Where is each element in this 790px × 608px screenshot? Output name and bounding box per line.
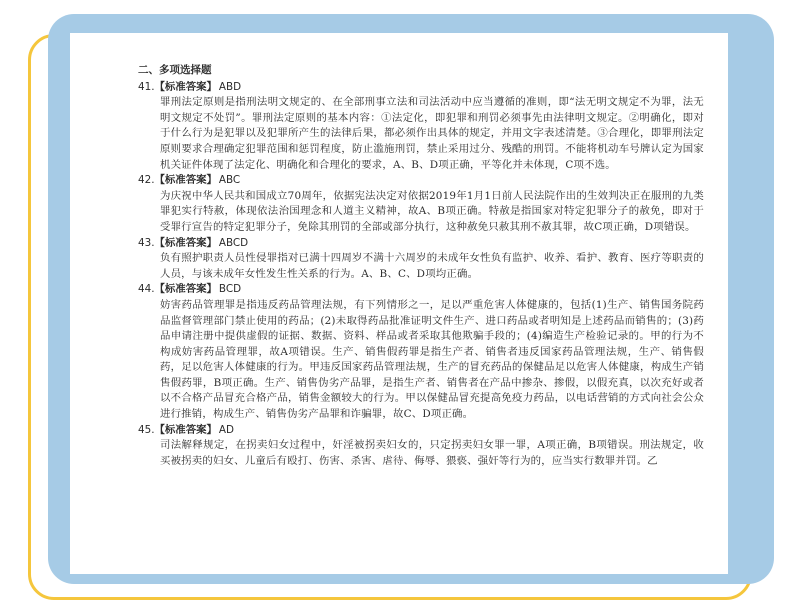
question-44-header xyxy=(138,282,704,298)
question-41-explanation: 罪刑法定原则是指刑法明文规定的、在全部刑事立法和司法活动中应当遵循的准则，即“法无明文规定不为罪，法无明文规定不处罚”。罪刑法定原则的基本内容：①法定化，即犯罪和刑罚必须事先由法律明文规定。②明确化，即对于什么行为是犯罪以及犯罪所产生的法律后果，都必须作出具体的规定，并用文字表述清楚。③合理化，即罪刑法定原则要求合理确定犯罪范围和惩罚程度，防止滥施刑罚，禁止采用过分、残酷的刑罚。不能将机动车号牌认定为国家机关证件体现了法定化、明确化和合理化的要求，A、B、D项正确，平等化并未体现，C项不选。 xyxy=(160,96,704,171)
question-43-explanation: 负有照护职责人员性侵罪指对已满十四周岁不满十六周岁的未成年女性负有监护、收养、看护、教育、医疗等职责的人员，与该未成年女性发生性关系的行为。A、B、C、D项均正确。 xyxy=(160,252,704,280)
standard-answer-label: 【标准答案】 xyxy=(154,236,217,249)
section-title: 二、多项选择题 xyxy=(138,64,212,76)
question-42 xyxy=(138,173,704,235)
question-43 xyxy=(138,236,704,283)
standard-answer-label: 【标准答案】 xyxy=(154,283,217,296)
answer-content xyxy=(138,63,704,469)
question-42-explanation: 为庆祝中华人民共和国成立70周年，依据宪法决定对依据2019年1月1日前人民法院作出的生效判决正在服刑的九类罪犯实行特赦，体现依法治国理念和人道主义精神，故A、B项正确。特赦是指国家对特定犯罪分子的赦免，即对于受罪行宣告的特定犯罪分子，免除其刑罚的全部或部分执行，这种赦免只赦其刑不赦其罪，故C项正确，D项错误。 xyxy=(160,189,704,233)
answer-sheet-page xyxy=(70,33,728,574)
standard-answer-label: 【标准答案】 xyxy=(154,174,217,187)
question-number: 41. xyxy=(138,80,155,93)
question-44-explanation: 妨害药品管理罪是指违反药品管理法规，有下列情形之一，足以严重危害人体健康的，包括(1)生产、销售国务院药品监督管理部门禁止使用的药品；(2)未取得药品批准证明文件生产、进口药品或者明知是上述药品而销售的；(3)药品申请注册中提供虚假的证据、数据、资料、样品或者采取其他欺骗手段的；(4)编造生产检验记录的。甲的行为不构成妨害药品管理罪，故A项错误。生产、销售假药罪是指生产者、销售者违反国家药品管理法规，生产、销售假药，足以危害人体健康的行为。甲违反国家药品管理法规，生产的冒充药品的保健品足以危害人体健康，构成生产销售假药罪，B项正确。生产、销售伪劣产品罪，是指生产者、销售者在产品中掺杂、掺假，以假充真，以次充好或者以不合格产品冒充合格产品，销售金额较大的行为。甲以保健品冒充提高免疫力药品，以电话营销的方式向社会公众进行推销，构成生产、销售伪劣产品罪和诈骗罪，故C、D项正确。 xyxy=(160,298,704,421)
answer-value: ABCD xyxy=(218,236,249,249)
question-45 xyxy=(138,423,704,470)
question-44 xyxy=(138,282,704,422)
question-43-header xyxy=(138,236,704,252)
answer-value: ABC xyxy=(218,174,241,187)
question-42-header xyxy=(138,173,704,189)
question-45-header xyxy=(138,423,704,439)
standard-answer-label: 【标准答案】 xyxy=(154,80,217,93)
question-41-header xyxy=(138,80,704,96)
answer-value: AD xyxy=(218,423,234,436)
question-number: 43. xyxy=(138,236,155,249)
answer-value: BCD xyxy=(218,283,242,296)
question-number: 45. xyxy=(138,423,155,436)
standard-answer-label: 【标准答案】 xyxy=(154,423,217,436)
question-45-explanation: 司法解释规定，在拐卖妇女过程中，奸淫被拐卖妇女的，只定拐卖妇女罪一罪，A项正确，B项错误。刑法规定，收买被拐卖的妇女、儿童后有殴打、伤害、杀害、虐待、侮辱、猥亵、强奸等行为的，应当实行数罪并罚。乙 xyxy=(160,439,704,467)
question-41 xyxy=(138,80,704,174)
question-number: 42. xyxy=(138,174,155,187)
answer-value: ABD xyxy=(218,80,242,93)
question-number: 44. xyxy=(138,283,155,296)
